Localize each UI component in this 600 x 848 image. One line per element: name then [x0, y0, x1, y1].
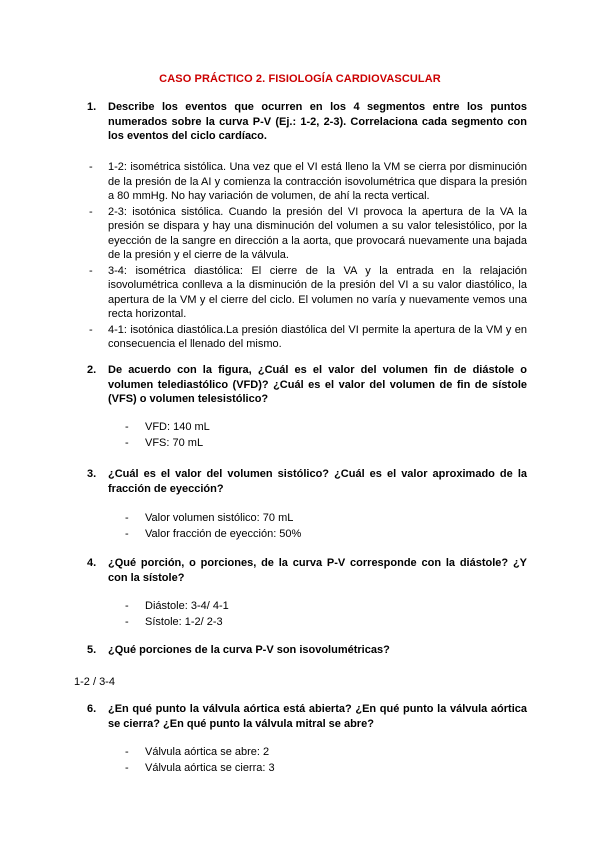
answer-text: Válvula aórtica se cierra: 3 [145, 762, 275, 774]
question-text: ¿Qué porción, o porciones, de la curva P-V corresponde con la diástole? ¿Y con la sístole? [108, 557, 527, 584]
answer-text: Valor volumen sistólico: 70 mL [145, 512, 294, 524]
question-text: ¿Cuál es el valor del volumen sistólico? ¿Cuál es el valor aproximado de la fracción de eyección? [108, 468, 527, 495]
list-item: - Valor fracción de eyección: 50% [125, 528, 302, 540]
question-number: 1. [87, 101, 97, 113]
answer-text: 1-2 / 3-4 [74, 676, 115, 688]
question-number: 2. [87, 364, 97, 376]
question-3 [87, 467, 527, 496]
answer-list-2 [125, 420, 525, 452]
document-title: CASO PRÁCTICO 2. FISIOLOGÍA CARDIOVASCULAR [159, 73, 441, 85]
question-text: ¿Qué porciones de la curva P-V son isovolumétricas? [108, 644, 390, 656]
question-number: 5. [87, 644, 97, 656]
question-4 [87, 556, 527, 585]
answer-list-4 [125, 599, 525, 631]
question-6 [87, 702, 527, 731]
question-number: 6. [87, 703, 97, 715]
question-number: 4. [87, 557, 97, 569]
answer-text: VFD: 140 mL [145, 421, 210, 433]
answer-list-3 [125, 511, 525, 543]
list-item: - 4-1: isotónica diastólica.La presión diastólica del VI permite la apertura de la VM y en consecuencia el llenado del mismo. [89, 323, 527, 350]
list-item: - Diástole: 3-4/ 4-1 [125, 600, 229, 612]
answer-text: Diástole: 3-4/ 4-1 [145, 600, 229, 612]
question-5 [87, 643, 527, 658]
question-text: De acuerdo con la figura, ¿Cuál es el valor del volumen fin de diástole o volumen telediastólico (VFD)? ¿Cuál es el valor del volumen de fin de sístole (VFS) o volumen telesistólico? [108, 364, 527, 405]
question-1 [87, 100, 527, 144]
list-item: - 3-4: isométrica diastólica: El cierre de la VA y la entrada en la relajación isovolumétrica conlleva a la disminución de la presión del VI a su valor diastólico, la apertura de la VM y el cierre del ciclo. El volumen no varía y nuevamente vemos una recta horizontal. [89, 264, 527, 320]
list-item: - 2-3: isotónica sistólica. Cuando la presión del VI provoca la apertura de la VA la presión se dispara y hay una disminución del volumen a su valor telesistólico, por la eyección de la sangre en dirección a la aorta, que provocará nuevamente una bajada de la presión y el cierre de la válvula. [89, 205, 527, 261]
question-text: Describe los eventos que ocurren en los 4 segmentos entre los puntos numerados sobre la curva P-V (Ej.: 1-2, 2-3). Correlaciona cada segmento con los eventos del ciclo cardíaco. [108, 101, 527, 142]
answer-list-1 [87, 160, 527, 352]
list-item: - 1-2: isométrica sistólica. Una vez que el VI está lleno la VM se cierra por disminución de la presión de la AI y comienza la contracción isovolumétrica que dispara la presión a 80 mmHg. No hay variación de volumen, de ahí la recta vertical. [89, 161, 527, 202]
answer-text: Valor fracción de eyección: 50% [145, 528, 302, 540]
list-item: - Válvula aórtica se cierra: 3 [125, 762, 275, 774]
question-text: ¿En qué punto la válvula aórtica está abierta? ¿En qué punto la válvula aórtica se cierra? ¿En qué punto la válvula mitral se abre? [108, 703, 527, 730]
answer-text: Sístole: 1-2/ 2-3 [145, 616, 223, 628]
answer-text: 4-1: isotónica diastólica.La presión diastólica del VI permite la apertura de la VM y en consecuencia el llenado del mismo. [108, 323, 527, 350]
question-2 [87, 363, 527, 407]
question-number: 3. [87, 468, 97, 480]
list-item: - VFD: 140 mL [125, 421, 210, 433]
list-item: - Válvula aórtica se abre: 2 [125, 746, 270, 758]
answer-list-6 [125, 745, 525, 777]
list-item: - Valor volumen sistólico: 70 mL [125, 512, 294, 524]
answer-text: 1-2: isométrica sistólica. Una vez que el VI está lleno la VM se cierra por disminución de la presión de la AI y comienza la contracción isovolumétrica que dispara la presión a 80 mmHg. No hay variación de volumen, de ahí la recta vertical. [108, 161, 527, 202]
list-item: - Sístole: 1-2/ 2-3 [125, 616, 223, 628]
answer-text: VFS: 70 mL [145, 437, 204, 449]
answer-text: Válvula aórtica se abre: 2 [145, 746, 270, 758]
answer-text: 3-4: isométrica diastólica: El cierre de la VA y la entrada en la relajación isovolumétrica conlleva a la disminución de la presión del VI a su valor diastólico, la apertura de la VM y el cierre del ciclo. El volumen no varía y nuevamente vemos una recta horizontal. [108, 264, 527, 320]
list-item: - VFS: 70 mL [125, 437, 204, 449]
answer-text: 2-3: isotónica sistólica. Cuando la presión del VI provoca la apertura de la VA la presión se dispara y hay una disminución del volumen a su valor telesistólico, por la eyección de la sangre en dirección a la aorta, que provocará nuevamente una bajada de la presión y el cierre de la válvula. [108, 205, 527, 261]
